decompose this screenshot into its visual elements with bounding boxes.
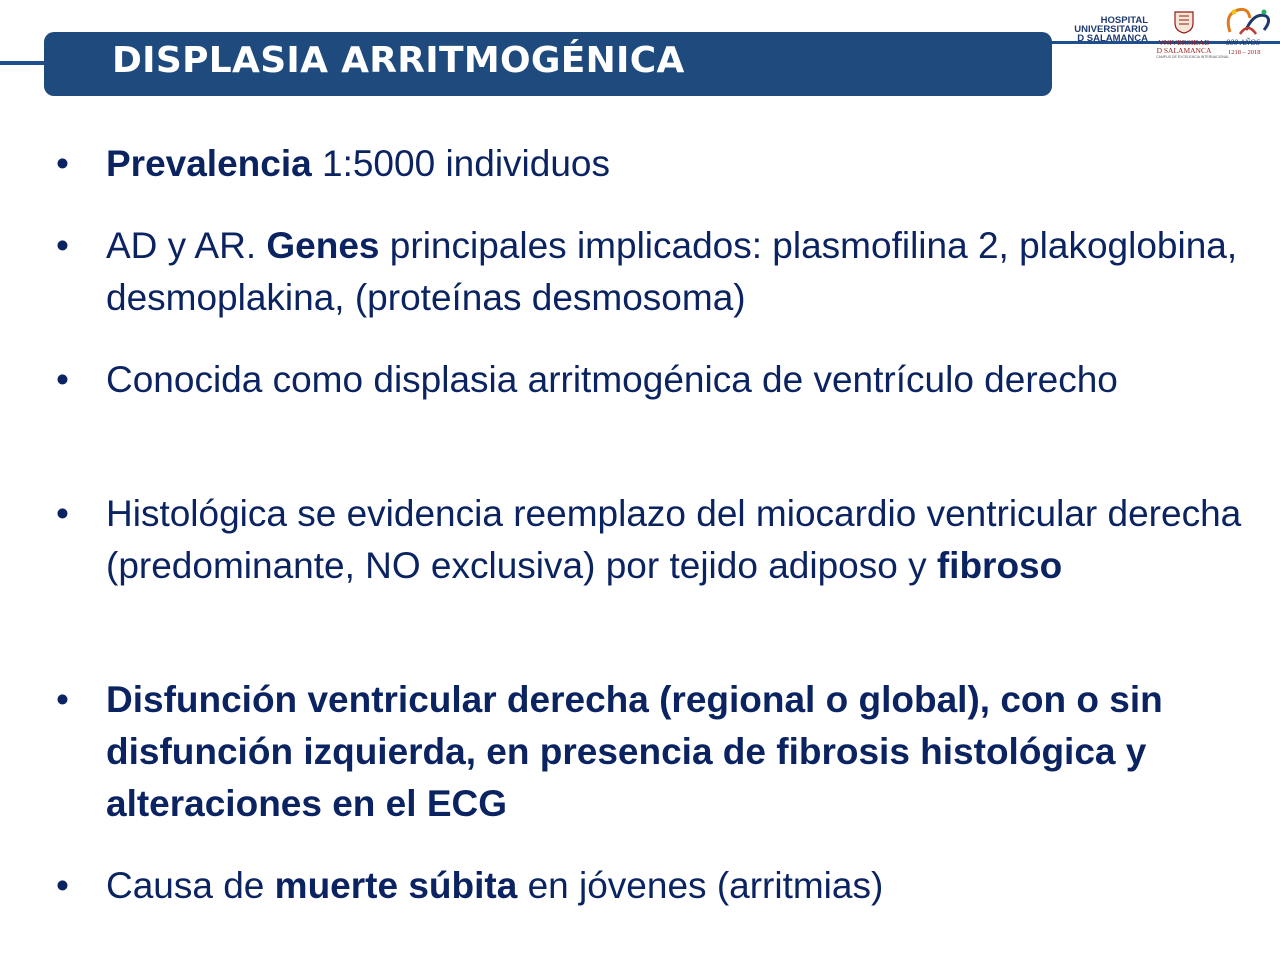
bullet-item xyxy=(106,488,1256,592)
bullet-text-bold: Disfunción ventricular derecha (regional o global), con o sin disfunción izquierda, en presencia de fibrosis histológica y alteraciones en el ECG xyxy=(106,679,1163,824)
anniversary-logo: 800 AÑOS 1218 – 2018 xyxy=(1220,4,1276,60)
bullet-text: en jóvenes (arritmias) xyxy=(517,865,884,906)
bullet-item xyxy=(106,138,1256,190)
bullet-item xyxy=(106,220,1256,324)
bullet-text: principales implicados: plasmofilina 2, plakoglobina, desmoplakina, (proteínas desmosoma) xyxy=(106,225,1238,318)
bullet-text-bold: Prevalencia xyxy=(106,143,312,184)
bullet-text-bold: Genes xyxy=(266,225,380,266)
bullet-text: Histológica se evidencia reemplazo del miocardio ventricular derecha (predominante, NO exclusiva) por tejido adiposo y xyxy=(106,493,1242,586)
bullet-text: Conocida como displasia arritmogénica de ventrículo derecho xyxy=(106,359,1118,400)
slide-title: DISPLASIA ARRITMOGÉNICA xyxy=(112,40,685,81)
bullet-text: AD y AR. xyxy=(106,225,267,266)
hospital-logo: HOSPITAL UNIVERSITARIO D SALAMANCA xyxy=(1074,15,1148,44)
bullet-text: 1:5000 individuos xyxy=(311,143,610,184)
bullet-text-bold: fibroso xyxy=(936,545,1063,586)
bullet-item xyxy=(106,860,1256,912)
bullet-item xyxy=(106,674,1256,830)
university-logo: VNIVERSIDAD D SALAMANCA CAMPUS DE EXCELENCIA INTERNACIONAL xyxy=(1156,10,1212,59)
bullet-item xyxy=(106,354,1256,406)
bullet-text: Causa de xyxy=(106,865,275,906)
bullet-text-bold: muerte súbita xyxy=(274,865,518,906)
